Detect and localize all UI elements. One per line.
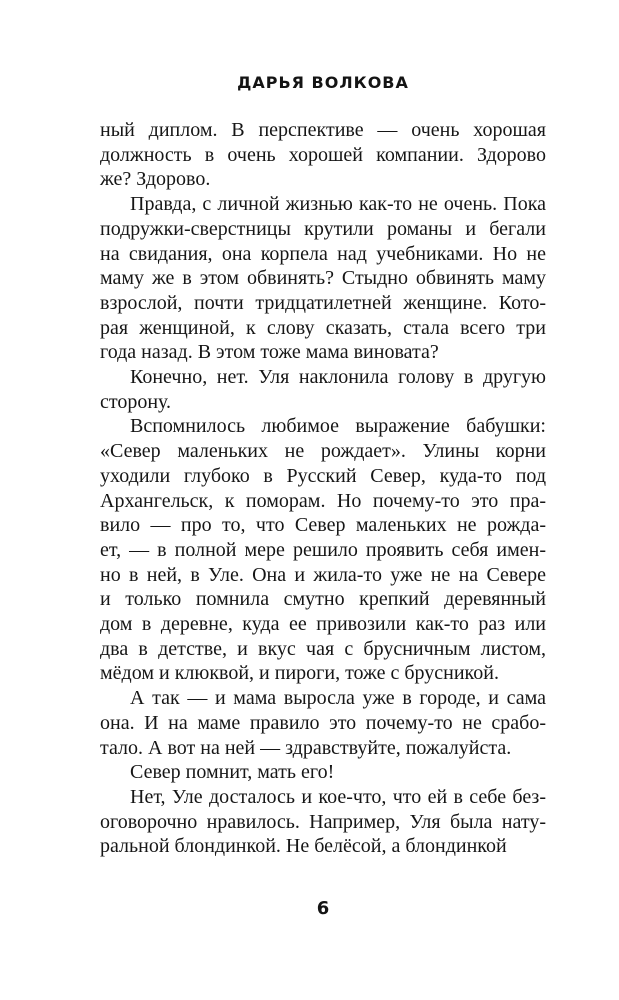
paragraph [100,686,546,760]
text-line: рая женщиной, к слову сказать, стала всего три [100,316,546,339]
text-line: Правда, с личной жизнью как-то не очень. Пока [130,193,546,216]
text-line: «Север маленьких не рождает». Улины корни [100,440,546,463]
text-line: дом в деревне, куда ее привозили как-то раз или [100,613,546,636]
text-line: оговорочно нравилось. Например, Уля была нату- [100,810,546,833]
text-line: тало. А вот на ней — здравствуйте, пожалуйста. [100,736,512,759]
text-line: А так — и мама выросла уже в городе, и сама [130,687,546,710]
text-line: маму же в этом обвинять? Стыдно обвинять маму [100,267,546,290]
text-line: же? Здорово. [100,168,211,191]
text-line: взрослой, почти тридцатилетней женщине. Кото- [100,291,546,314]
text-line: Архангельск, к поморам. Но почему-то это пра- [100,489,546,512]
text-line: ет, — в полной мере решило проявить себя имен- [100,538,546,561]
running-head-author: ДАРЬЯ ВОЛКОВА [237,73,409,92]
text-line: года назад. В этом тоже мама виновата? [100,341,439,364]
text-line: два в детстве, и вкус чая с брусничным листом, [100,637,546,660]
text-block [100,118,546,859]
text-line: но в ней, в Уле. Она и жила-то уже не на Севере [100,563,546,586]
text-line: Север помнит, мать его! [130,761,335,784]
text-line: Вспомнилось любимое выражение бабушки: [130,415,546,438]
paragraph [100,414,546,686]
text-line: сторону. [100,390,172,413]
paragraph [100,760,546,785]
text-line: мёдом и клюквой, и пироги, тоже с брусникой. [100,662,499,685]
paragraph [100,785,546,859]
paragraph [100,365,546,414]
text-line: должность в очень хорошей компании. Здорово [100,143,546,166]
paragraph [100,118,546,192]
page-number: 6 [316,898,330,919]
text-line: вило — про то, что Север маленьких не рожда- [100,514,546,537]
text-line: ральной блондинкой. Не белёсой, а блондинкой [100,835,507,858]
text-line: она. И на маме правило это почему-то не срабо- [100,711,546,734]
text-line: уходили глубоко в Русский Север, куда-то под [100,464,546,487]
text-line: подружки-сверстницы крутили романы и бегали [100,217,546,240]
text-line: Нет, Уле досталось и кое-что, что ей в себе без- [130,785,546,808]
text-line: и только помнила смутно крепкий деревянный [100,588,546,611]
paragraph [100,192,546,365]
text-line: на свидания, она корпела над учебниками. Но не [100,242,546,265]
text-line: Конечно, нет. Уля наклонила голову в другую [130,366,546,389]
text-line: ный диплом. В перспективе — очень хорошая [100,119,546,141]
